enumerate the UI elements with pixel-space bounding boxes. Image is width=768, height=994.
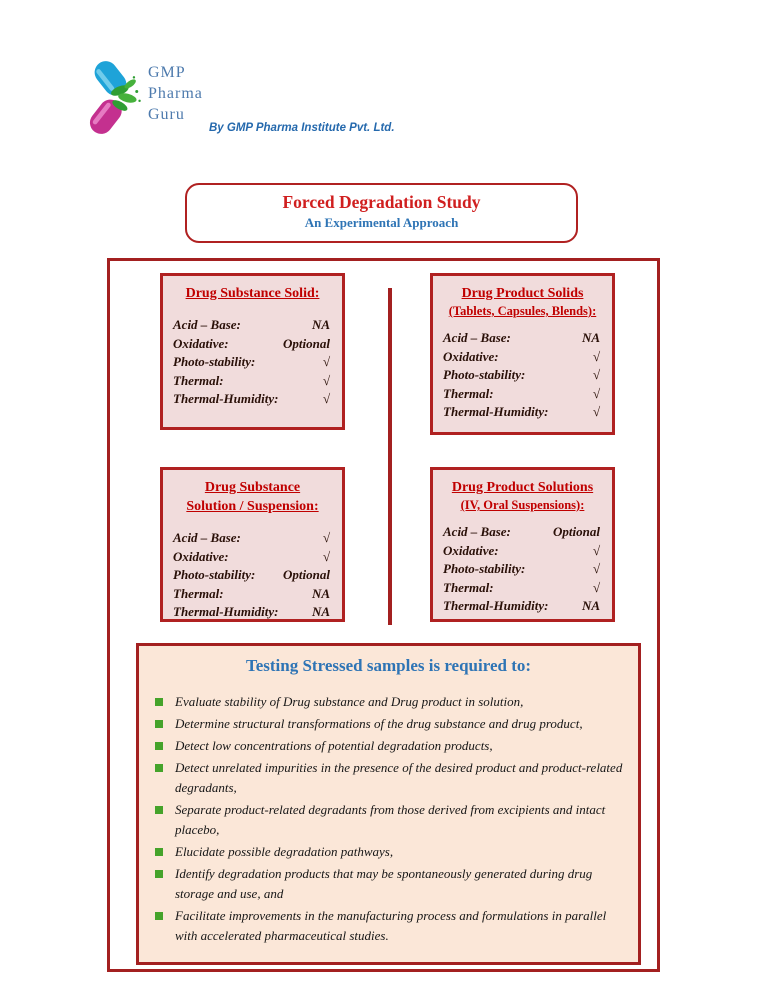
stress-condition-row [173, 372, 332, 391]
testing-bullet-item [153, 800, 628, 840]
testing-bullet-item [153, 864, 628, 904]
bullet-text: Elucidate possible degradation pathways, [175, 844, 394, 859]
condition-label: Thermal-Humidity: [443, 598, 549, 613]
bullet-square-icon [155, 806, 163, 814]
logo-line-pharma: Pharma [148, 85, 203, 102]
bullet-text: Facilitate improvements in the manufacturing process and formulations in parallel with accelerated pharmaceutical studies. [175, 908, 607, 943]
condition-label: Oxidative: [173, 548, 229, 564]
stress-condition-row [173, 603, 332, 622]
bullet-text: Detect low concentrations of potential degradation products, [175, 738, 493, 753]
stress-condition-row [173, 316, 332, 335]
content-container [107, 258, 660, 972]
condition-value: √ [592, 542, 600, 558]
bullet-text: Identify degradation products that may be spontaneously generated during drug storage and use, and [175, 866, 593, 901]
logo-line-guru: Guru [148, 106, 185, 123]
bullet-square-icon [155, 720, 163, 728]
condition-label: Thermal-Humidity: [173, 604, 279, 619]
bullet-square-icon [155, 912, 163, 920]
testing-bullet-item [153, 692, 628, 712]
condition-label: Thermal: [443, 579, 494, 595]
stress-condition-row [173, 335, 332, 354]
bullet-text: Separate product-related degradants from those derived from excipients and intact placebo, [175, 802, 606, 837]
bullet-square-icon [155, 764, 163, 772]
stress-condition-row [443, 579, 602, 598]
condition-label: Oxidative: [443, 348, 499, 364]
gmp-pharma-guru-logo-icon [88, 58, 148, 138]
condition-label: Photo-stability: [443, 561, 526, 576]
condition-value: √ [592, 367, 600, 382]
logo-line-gmp: GMP [148, 64, 186, 81]
box-heading [443, 478, 602, 514]
box-heading-line: (Tablets, Capsules, Blends): [448, 304, 597, 318]
box-heading-line: Drug Product Solids [461, 286, 584, 301]
condition-label: Oxidative: [173, 335, 229, 351]
logo-wordmark [148, 62, 203, 125]
bullet-square-icon [155, 698, 163, 706]
drug-substance-solution-box [160, 467, 345, 622]
condition-value: √ [592, 385, 600, 401]
condition-label: Photo-stability: [443, 367, 526, 382]
testing-bullet-item [153, 842, 628, 862]
byline-text: By GMP Pharma Institute Pvt. Ltd. [209, 122, 395, 134]
stress-condition-row [173, 529, 332, 548]
drug-product-solutions-box [430, 467, 615, 622]
bullet-square-icon [155, 848, 163, 856]
box-rows [173, 316, 332, 409]
box-rows [443, 329, 602, 422]
condition-value: √ [592, 348, 600, 364]
testing-bullet-item [153, 758, 628, 798]
drug-product-solids-box [430, 273, 615, 435]
condition-label: Thermal: [443, 385, 494, 401]
box-heading-line: Solution / Suspension: [186, 499, 319, 514]
testing-bullet-item [153, 714, 628, 734]
condition-value: Optional [283, 567, 330, 582]
condition-value: √ [322, 372, 330, 388]
stress-condition-row [443, 597, 602, 616]
stress-condition-row [443, 366, 602, 385]
condition-label: Photo-stability: [173, 567, 256, 582]
box-heading-line: Drug Substance Solid: [185, 286, 320, 301]
condition-value: Optional [283, 335, 330, 351]
box-rows [443, 523, 602, 616]
title-box [185, 183, 578, 243]
stress-condition-row [443, 329, 602, 348]
condition-value: NA [311, 604, 330, 619]
box-heading-line: Drug Product Solutions [451, 480, 594, 495]
condition-label: Thermal-Humidity: [443, 404, 549, 419]
testing-bullet-item [153, 736, 628, 756]
condition-value: √ [592, 404, 600, 419]
testing-stressed-samples-box [136, 643, 641, 965]
bullet-square-icon [155, 742, 163, 750]
condition-label: Thermal: [173, 372, 224, 388]
condition-value: √ [322, 548, 330, 564]
stress-condition-row [173, 390, 332, 409]
condition-label: Thermal-Humidity: [173, 391, 279, 406]
document-title: Forced Degradation Study [282, 192, 481, 212]
testing-bullet-item [153, 906, 628, 946]
condition-label: Acid – Base: [443, 524, 511, 539]
stress-condition-row [443, 348, 602, 367]
stress-condition-row [173, 548, 332, 567]
vertical-divider [388, 288, 392, 625]
box-heading-line: Drug Substance [204, 480, 301, 495]
bullet-text: Determine structural transformations of the drug substance and drug product, [175, 716, 583, 731]
stress-condition-row [173, 585, 332, 604]
testing-box-heading: Testing Stressed samples is required to: [245, 656, 532, 675]
condition-label: Thermal: [173, 585, 224, 601]
testing-bullet-list [153, 692, 628, 946]
document-subtitle: An Experimental Approach [304, 215, 459, 230]
drug-substance-solid-box [160, 273, 345, 430]
condition-value: NA [311, 317, 330, 332]
stress-condition-row [443, 385, 602, 404]
condition-value: √ [592, 579, 600, 595]
box-heading [173, 478, 332, 516]
condition-value: NA [581, 330, 600, 345]
condition-value: Optional [553, 524, 600, 539]
box-heading-line: (IV, Oral Suspensions): [460, 498, 585, 512]
condition-label: Oxidative: [443, 542, 499, 558]
condition-value: NA [311, 585, 330, 601]
condition-value: √ [322, 391, 330, 406]
condition-value: √ [322, 530, 330, 545]
condition-value: NA [581, 598, 600, 613]
bullet-square-icon [155, 870, 163, 878]
bullet-text: Evaluate stability of Drug substance and Drug product in solution, [175, 694, 524, 709]
box-rows [173, 529, 332, 622]
stress-condition-row [443, 542, 602, 561]
condition-label: Acid – Base: [443, 330, 511, 345]
condition-label: Photo-stability: [173, 354, 256, 369]
stress-condition-row [443, 560, 602, 579]
condition-label: Acid – Base: [173, 530, 241, 545]
stress-condition-row [173, 353, 332, 372]
bullet-text: Detect unrelated impurities in the presence of the desired product and product-related degradants, [175, 760, 623, 795]
box-heading [443, 284, 602, 320]
box-heading [173, 284, 332, 303]
stress-condition-row [173, 566, 332, 585]
condition-value: √ [322, 354, 330, 369]
condition-label: Acid – Base: [173, 317, 241, 332]
stress-condition-row [443, 403, 602, 422]
stress-condition-row [443, 523, 602, 542]
condition-value: √ [592, 561, 600, 576]
